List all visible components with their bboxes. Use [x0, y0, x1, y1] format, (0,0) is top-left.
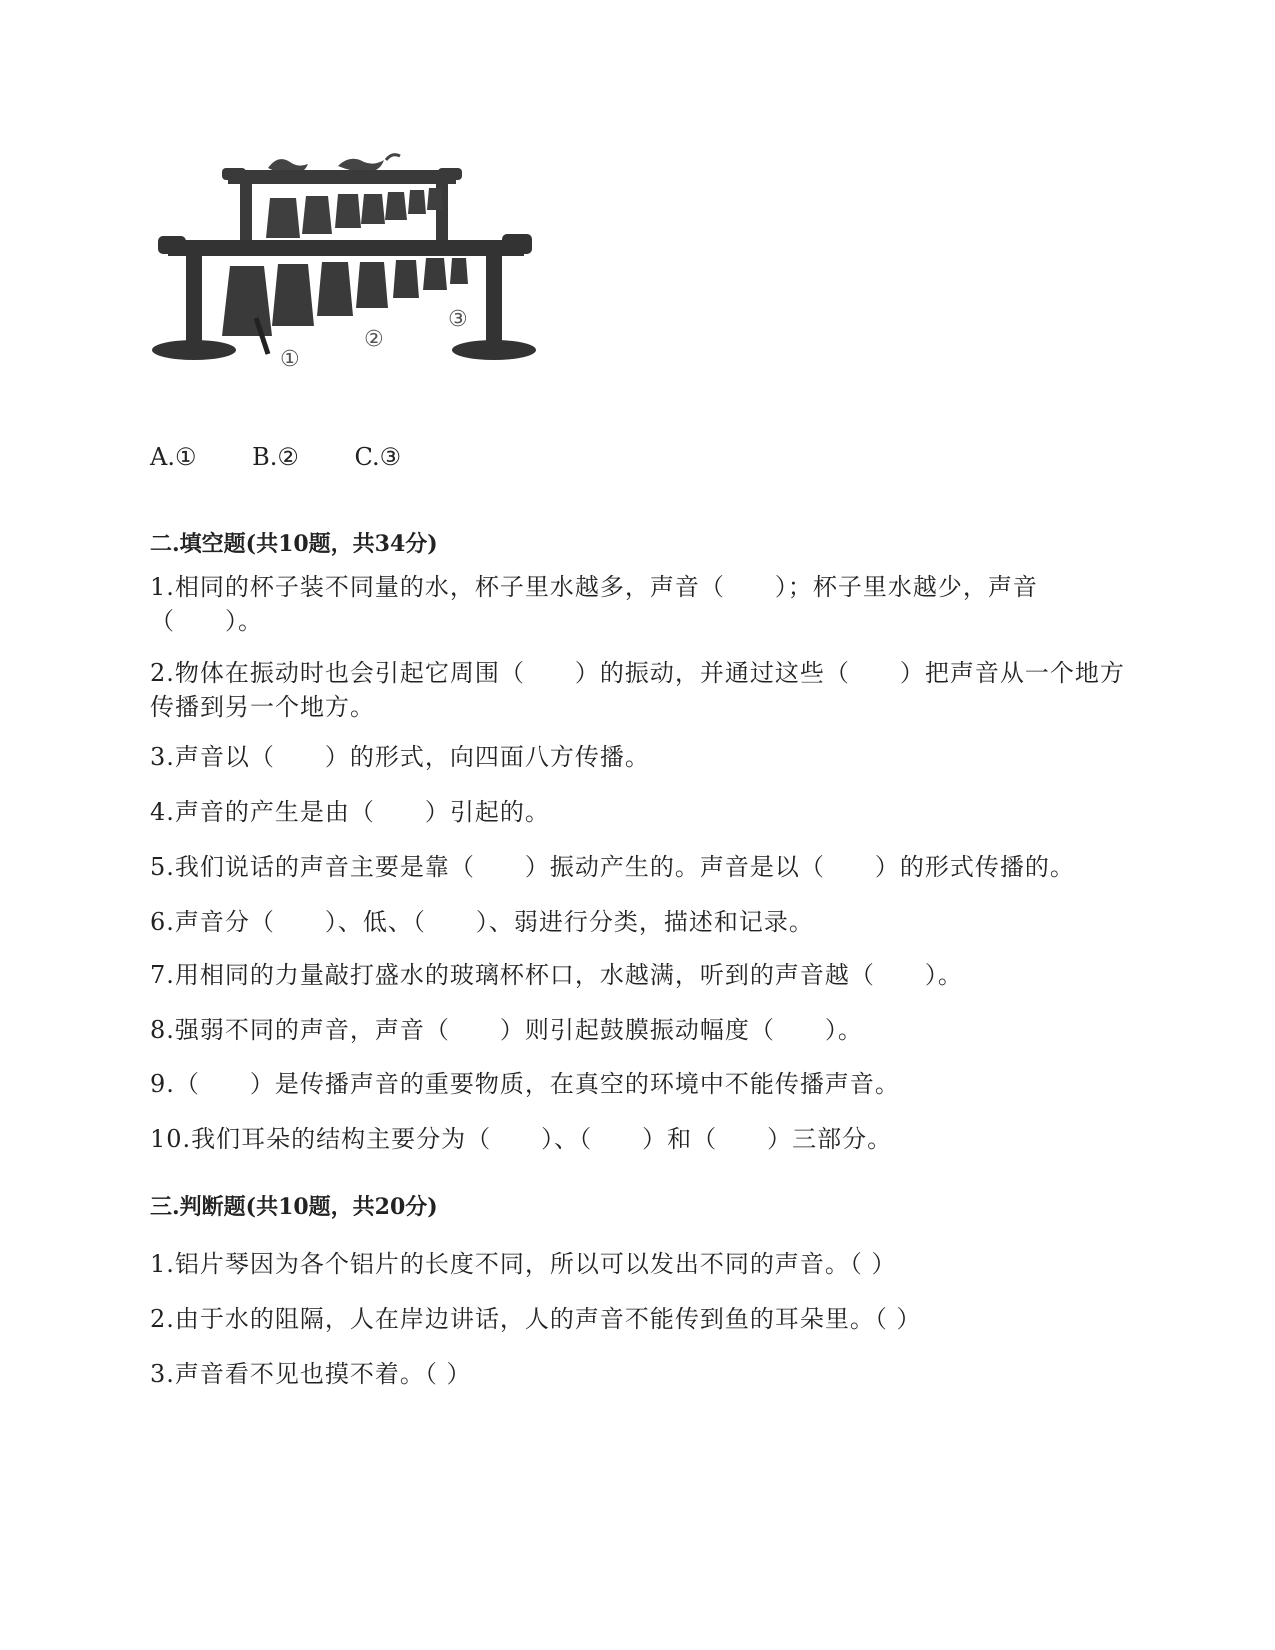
fill-question-8: 8.强弱不同的声音，声音（ ）则引起鼓膜振动幅度（ ）。	[150, 1016, 863, 1044]
option-a[interactable]: A.①	[150, 443, 197, 471]
section-title-fill-in: 二.填空题(共10题，共34分)	[150, 531, 438, 557]
fill-question-3: 3.声音以（ ）的形式，向四面八方传播。	[150, 743, 650, 771]
answer-options	[150, 443, 449, 471]
fill-question-10: 10.我们耳朵的结构主要分为（ ）、（ ）和（ ）三部分。	[150, 1125, 893, 1153]
fill-question-2: 2.物体在振动时也会引起它周围（ ）的振动，并通过这些（ ）把声音从一个地方传播到另一个地方。	[150, 659, 1125, 721]
judge-question-2: 2.由于水的阻隔，人在岸边讲话，人的声音不能传到鱼的耳朵里。（ ）	[150, 1305, 922, 1333]
fill-question-5: 5.我们说话的声音主要是靠（ ）振动产生的。声音是以（ ）的形式传播的。	[150, 853, 1075, 881]
label-2: ②	[364, 327, 384, 352]
option-b[interactable]: B.②	[252, 443, 299, 471]
label-1: ①	[280, 347, 300, 372]
judge-question-3: 3.声音看不见也摸不着。（ ）	[150, 1360, 472, 1388]
fill-question-6: 6.声音分（ ）、低、（ ）、弱进行分类，描述和记录。	[150, 908, 814, 936]
fill-question-4: 4.声音的产生是由（ ）引起的。	[150, 798, 550, 826]
fill-question-7: 7.用相同的力量敲打盛水的玻璃杯杯口，水越满，听到的声音越（ ）。	[150, 961, 963, 989]
option-c[interactable]: C.③	[354, 443, 402, 471]
fill-question-9: 9.（ ）是传播声音的重要物质，在真空的环境中不能传播声音。	[150, 1070, 900, 1098]
chime-bells-figure	[148, 148, 548, 393]
fill-question-1: 1.相同的杯子装不同量的水，杯子里水越多，声音（ ）；杯子里水越少，声音（ ）。	[150, 573, 1038, 635]
section-title-true-false: 三.判断题(共10题，共20分)	[150, 1194, 438, 1220]
judge-question-1: 1.铝片琴因为各个铝片的长度不同，所以可以发出不同的声音。（ ）	[150, 1250, 897, 1278]
label-3: ③	[448, 307, 468, 332]
